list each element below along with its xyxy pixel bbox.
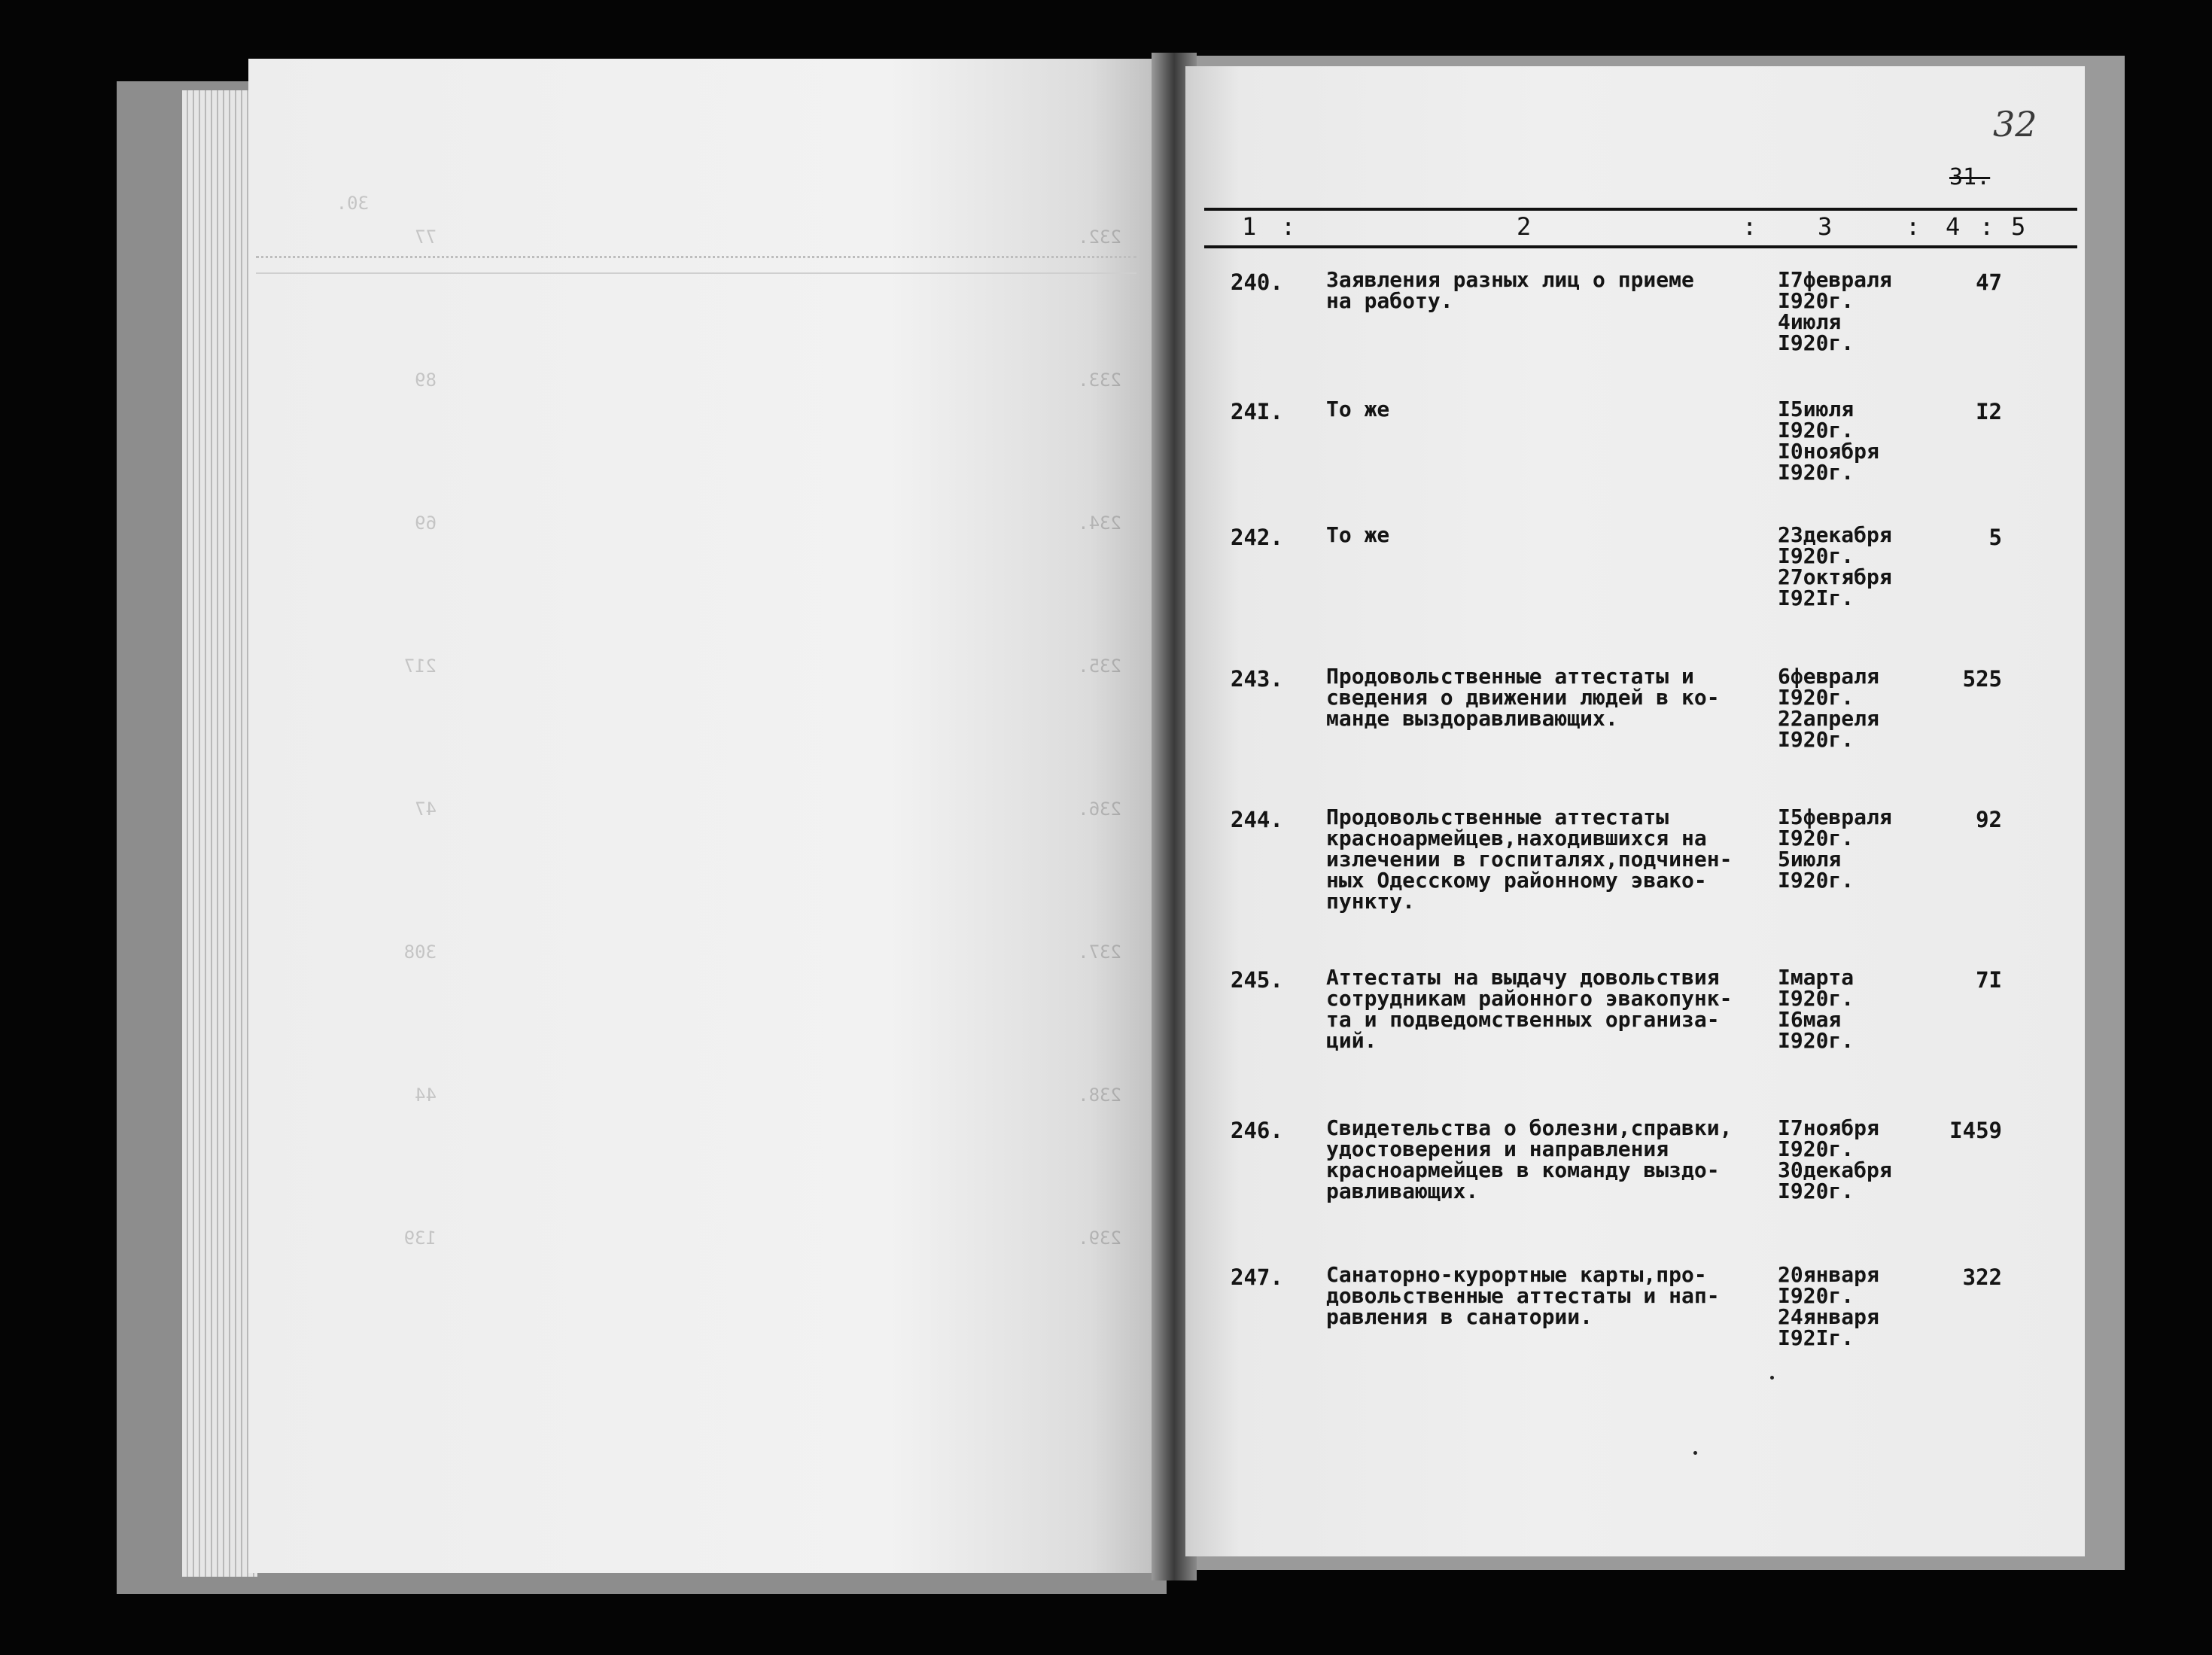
entry-title-line: Продовольственные аттестаты и (1326, 664, 1694, 689)
entry-date-line: 24января (1778, 1304, 1879, 1329)
column-header-1: 1 (1242, 212, 1257, 241)
entry-date-line: I920г. (1778, 330, 1854, 355)
entry-date-line: I92Iг. (1778, 586, 1854, 610)
entry-date-line: I92Iг. (1778, 1325, 1854, 1350)
entry-date-line: I920г. (1778, 460, 1854, 485)
bleed-entry-number: 233. (1078, 370, 1121, 391)
entry-title (1326, 1264, 1763, 1328)
entry-title-line: красноармейцев,находившихся на (1326, 826, 1707, 850)
entry-title-line: пункту. (1326, 889, 1416, 914)
entry-sheet-count: 92 (1976, 807, 2002, 832)
handwritten-folio-number: 32 (1993, 104, 2037, 145)
entry-date-line: I920г. (1778, 727, 1854, 752)
entry-title-line: Продовольственные аттестаты (1326, 805, 1669, 829)
left-page-number: 30. (336, 193, 369, 214)
bleed-entry-number: 234. (1078, 513, 1121, 534)
bleed-entry-sheets: 77 (415, 227, 437, 248)
entry-dates (1778, 399, 1921, 483)
entry-sheet-count: I459 (1949, 1118, 2002, 1143)
entry-title (1326, 1115, 1763, 1203)
entry-date-line: I0ноября (1778, 439, 1879, 464)
entry-title (1326, 269, 1763, 312)
entry-title-line: сотрудникам районного эвакопунк- (1326, 986, 1733, 1011)
bleed-entry-number: 236. (1078, 799, 1121, 820)
entry-date-line: I7февраля (1778, 267, 1892, 292)
entry-number: 242. (1231, 525, 1283, 550)
entry-date-line: 5июля (1778, 847, 1842, 872)
column-header-3: 3 (1818, 212, 1833, 241)
entry-dates (1778, 666, 1921, 750)
column-header-4: 4 (1946, 212, 1961, 241)
entry-title-line: излечении в госпиталях,подчинен- (1326, 847, 1733, 872)
entry-number: 244. (1231, 807, 1283, 832)
entry-sheet-count: 7I (1976, 967, 2002, 993)
entry-date-line: I7ноября (1778, 1115, 1879, 1140)
entry-date-line: 20января (1778, 1262, 1879, 1287)
entry-dates (1778, 807, 1921, 891)
entry-title-line: довольственные аттестаты и нап- (1326, 1283, 1720, 1308)
entry-title-line: ных Одесскому районному эвако- (1326, 868, 1707, 893)
entry-sheet-count: 5 (1988, 525, 2002, 550)
bleed-entry (271, 655, 1136, 798)
entry-date-line: I920г. (1778, 418, 1854, 443)
bleed-entry-number: 238. (1078, 1085, 1121, 1106)
entry-date-line: I920г. (1778, 826, 1854, 850)
entry-title-line: ций. (1326, 1028, 1377, 1053)
entry-date-line: I920г. (1778, 1136, 1854, 1161)
bleed-entry (271, 798, 1136, 941)
bleed-entry-sheets: 47 (415, 799, 437, 820)
entry-title (1326, 807, 1763, 912)
entry-title-line: равления в санатории. (1326, 1304, 1593, 1329)
bleed-entry-sheets: 139 (403, 1228, 437, 1249)
entry-date-line: I6мая (1778, 1007, 1842, 1032)
bleed-entry-sheets: 308 (403, 942, 437, 963)
bleed-entry (271, 226, 1136, 369)
column-header-2: 2 (1517, 212, 1532, 241)
entry-date-line: 27октября (1778, 564, 1892, 589)
entry-title-line: на работу. (1326, 288, 1453, 313)
entry-dates (1778, 1264, 1921, 1349)
entry-number: 245. (1231, 967, 1283, 993)
entry-date-line: I920г. (1778, 543, 1854, 568)
bleed-entry-number: 235. (1078, 656, 1121, 677)
column-header-sep: : (1906, 212, 1921, 241)
bleed-entry (271, 941, 1136, 1084)
bleed-entry-sheets: 69 (415, 513, 437, 534)
entry-title-line: Санаторно-курортные карты,про- (1326, 1262, 1707, 1287)
entry-title-line: Заявления разных лиц о приеме (1326, 267, 1694, 292)
entry-sheet-count: I2 (1976, 399, 2002, 424)
entry-date-line: I920г. (1778, 1283, 1854, 1308)
entry-title-line: То же (1326, 397, 1390, 421)
entry-date-line: I920г. (1778, 868, 1854, 893)
entry-title (1326, 666, 1763, 729)
entry-date-line: I920г. (1778, 986, 1854, 1011)
entry-dates (1778, 522, 1921, 610)
entry-title (1326, 967, 1763, 1051)
entry-title-line: та и подведомственных организа- (1326, 1007, 1720, 1032)
entry-title-line: Свидетельства о болезни,справки, (1326, 1115, 1733, 1140)
entry-title (1326, 522, 1763, 547)
entry-title (1326, 399, 1763, 420)
column-header-sep: : (1281, 212, 1296, 241)
entry-date-line: Iмарта (1778, 965, 1854, 990)
bleed-entry (271, 1227, 1136, 1370)
entry-date-line: 22апреля (1778, 706, 1879, 731)
bleed-entry (271, 369, 1136, 512)
entry-date-line: 6февраля (1778, 664, 1879, 689)
entry-sheet-count: 47 (1976, 269, 2002, 295)
column-header-sep: : (1979, 212, 1994, 241)
entry-number: 240. (1231, 269, 1283, 295)
scan-speck (1693, 1451, 1697, 1455)
entry-number: 243. (1231, 666, 1283, 692)
entry-number: 24I. (1231, 399, 1283, 424)
entry-title-line: Аттестаты на выдачу довольствия (1326, 965, 1720, 990)
bleed-entry-number: 237. (1078, 942, 1121, 963)
entry-title-line: манде выздоравливающих. (1326, 706, 1618, 731)
entry-sheet-count: 322 (1962, 1264, 2002, 1290)
entry-title-line: сведения о движении людей в ко- (1326, 685, 1720, 710)
entry-sheet-count: 525 (1962, 666, 2002, 692)
table-header-bottom-rule (1204, 245, 2077, 248)
entry-number: 246. (1231, 1118, 1283, 1143)
bleed-entry-sheets: 217 (403, 656, 437, 677)
entry-title-line: равливающих. (1326, 1179, 1479, 1203)
column-header-5: 5 (2011, 212, 2026, 241)
entry-date-line: I920г. (1778, 1179, 1854, 1203)
bleed-entry-number: 232. (1078, 227, 1121, 248)
left-page-bleedthrough (271, 193, 1136, 1355)
bleed-entry-sheets: 89 (415, 370, 437, 391)
entry-date-line: 23декабря (1778, 522, 1892, 547)
entry-date-line: I920г. (1778, 685, 1854, 710)
entry-number: 247. (1231, 1264, 1283, 1290)
entry-title-line: красноармейцев в команду выздо- (1326, 1158, 1720, 1182)
entry-title-line: То же (1326, 522, 1390, 547)
scan-speck (1770, 1376, 1774, 1380)
table-header-top-rule (1204, 208, 2077, 211)
entry-date-line: 4июля (1778, 309, 1842, 334)
bleed-entry (271, 512, 1136, 655)
entry-date-line: 30декабря (1778, 1158, 1892, 1182)
bleed-entry-number: 239. (1078, 1228, 1121, 1249)
entry-date-line: I920г. (1778, 288, 1854, 313)
column-header-sep: : (1742, 212, 1757, 241)
entry-dates (1778, 269, 1921, 354)
entry-date-line: I920г. (1778, 1028, 1854, 1053)
entry-date-line: I5февраля (1778, 805, 1892, 829)
entry-dates (1778, 967, 1921, 1051)
page-number: 31. (1949, 164, 1991, 190)
bleed-entry-sheets: 44 (415, 1085, 437, 1106)
entry-dates (1778, 1115, 1921, 1203)
entry-date-line: I5июля (1778, 397, 1854, 421)
page-edges-stack (182, 90, 257, 1577)
entry-title-line: удостоверения и направления (1326, 1136, 1669, 1161)
bleed-entry (271, 1084, 1136, 1227)
